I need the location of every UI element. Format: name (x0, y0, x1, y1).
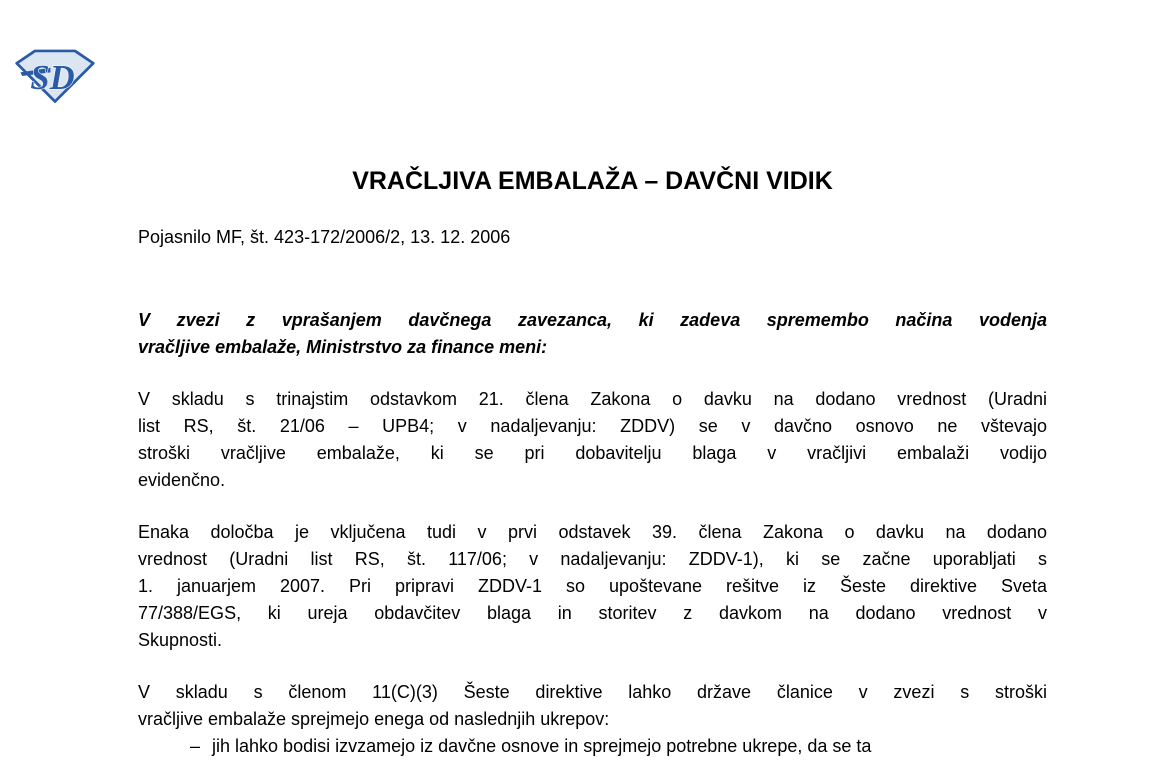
text-line: 1. januarjem 2007. Pri pripravi ZDDV-1 so upoštevane rešitve iz Šeste direktive Sveta (138, 576, 1047, 596)
text-line: vračljive embalaže, Ministrstvo za finance meni: (138, 337, 548, 357)
paragraph (138, 386, 1047, 494)
svg-text:SD: SD (30, 58, 75, 97)
paragraph (138, 307, 1047, 361)
text-line: evidenčno. (138, 470, 226, 490)
text-line: vračljive embalaže sprejmejo enega od naslednjih ukrepov: (138, 709, 610, 729)
document-title: VRAČLJIVA EMBALAŽA – DAVČNI VIDIK (352, 167, 833, 195)
text-line: Enaka določba je vključena tudi v prvi odstavek 39. člena Zakona o davku na dodano (138, 522, 1047, 542)
document-reference-line: Pojasnilo MF, št. 423-172/2006/2, 13. 12. 2006 (138, 227, 511, 247)
list-item-partial (138, 733, 1047, 760)
text-line: stroški vračljive embalaže, ki se pri dobavitelju blaga v vračljivi embalaži vodijo (138, 443, 1047, 463)
text-line: V skladu s trinajstim odstavkom 21. člena Zakona o davku na dodano vrednost (Uradni (138, 389, 1047, 409)
text-line: vrednost (Uradni list RS, št. 117/06; v nadaljevanju: ZDDV-1), ki se začne uporabljati s (138, 549, 1047, 569)
list-section (138, 733, 1047, 760)
sd-diamond-logo-icon (14, 47, 96, 105)
text-line: Skupnosti. (138, 630, 223, 650)
text-line: V skladu s členom 11(C)(3) Šeste direktive lahko države članice v zvezi s stroški (138, 682, 1047, 702)
text-line: V zvezi z vprašanjem davčnega zavezanca, ki zadeva spremembo načina vodenja (138, 310, 1047, 330)
list-dash-marker: – (190, 736, 201, 756)
text-line: 77/388/EGS, ki ureja obdavčitev blaga in storitev z davkom na dodano vrednost v (138, 603, 1047, 623)
document-body (138, 307, 1047, 758)
text-line: list RS, št. 21/06 – UPB4; v nadaljevanju: ZDDV) se v davčno osnovo ne vštevajo (138, 416, 1047, 436)
list-item-text: jih lahko bodisi izvzamejo iz davčne osnove in sprejmejo potrebne ukrepe, da se ta (212, 736, 872, 756)
paragraph (138, 519, 1047, 654)
paragraph (138, 679, 1047, 733)
